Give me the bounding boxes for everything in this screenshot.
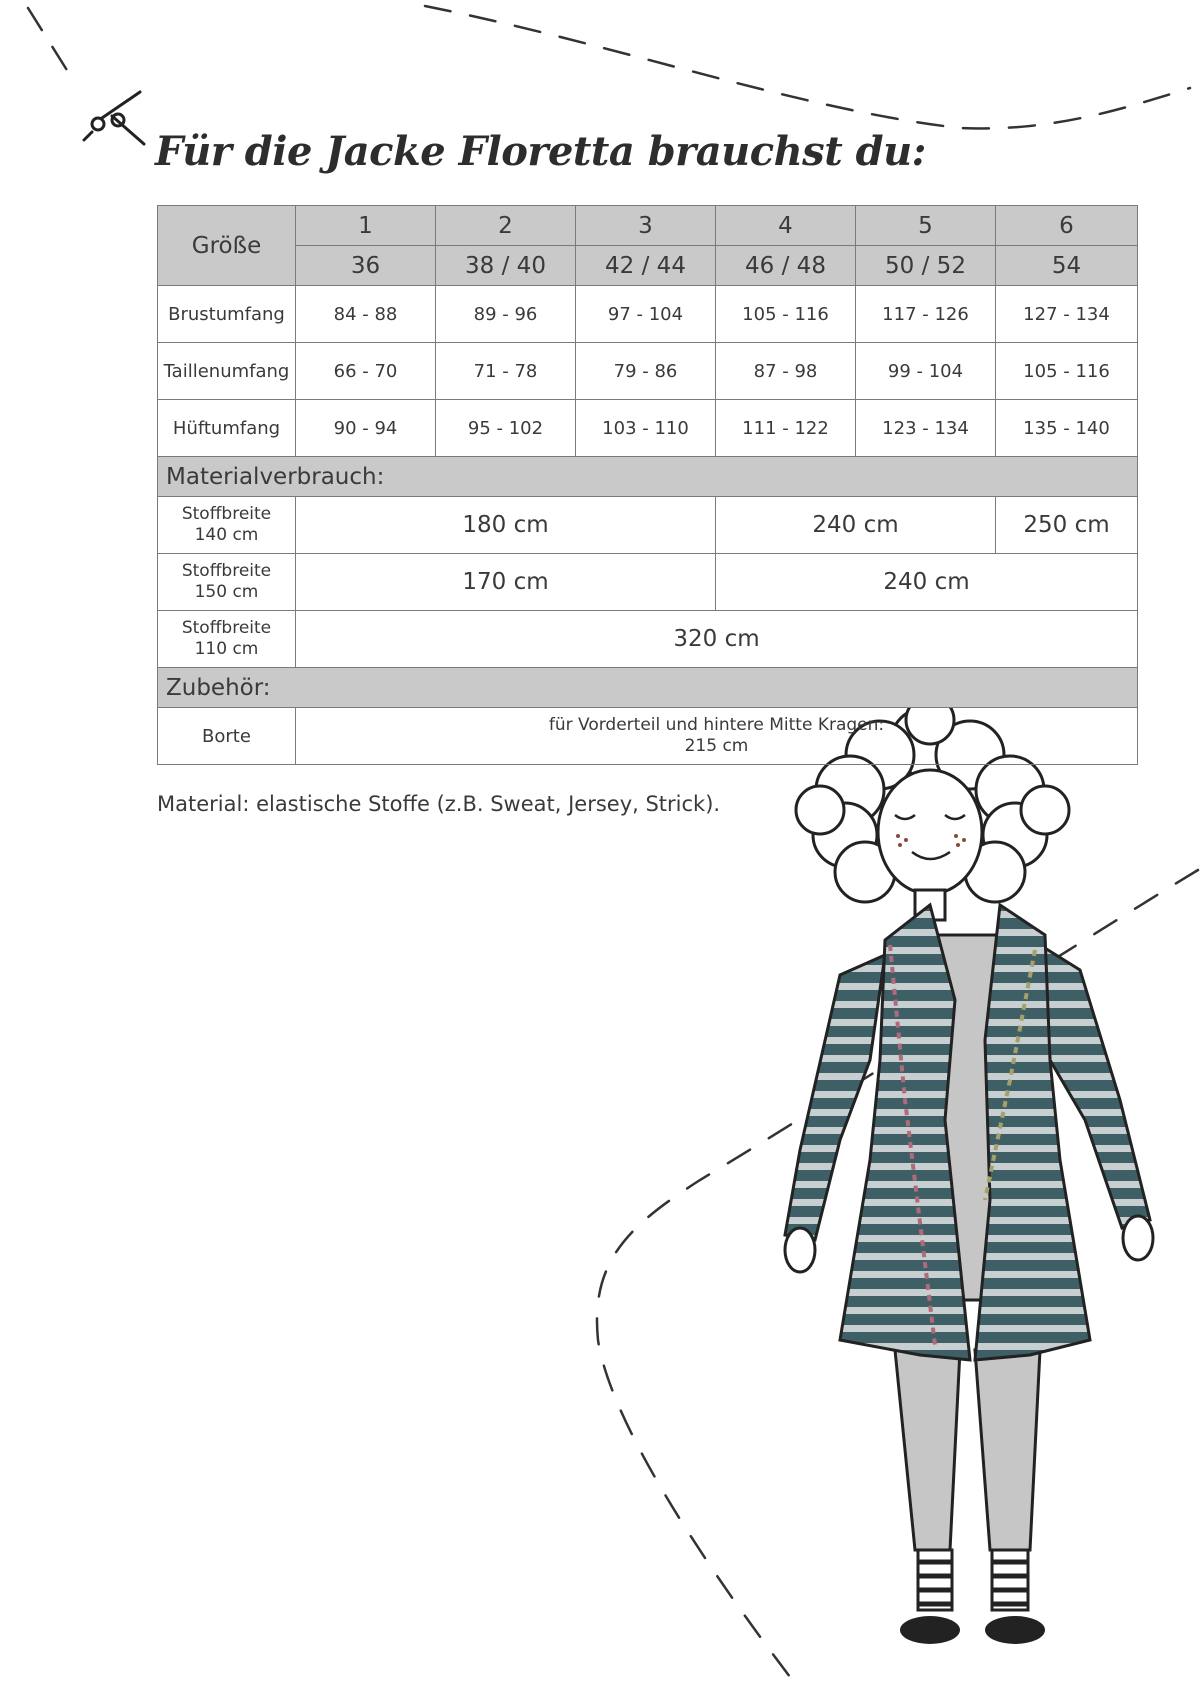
table-cell: 240 cm xyxy=(716,554,1138,611)
size-number-row xyxy=(158,206,1138,246)
measurement-row-waist xyxy=(158,343,1138,400)
table-cell: 105 - 116 xyxy=(996,343,1138,400)
fabric-width-value: 110 cm xyxy=(194,639,259,659)
table-cell xyxy=(296,708,1138,765)
table-cell: 240 cm xyxy=(716,497,996,554)
size-number: 4 xyxy=(716,206,856,246)
material-section-row xyxy=(158,457,1138,497)
eu-size: 54 xyxy=(996,246,1138,286)
section-heading: Zubehör: xyxy=(158,668,1138,708)
fabric-width-label: Stoffbreite xyxy=(181,504,272,524)
row-label: Hüftumfang xyxy=(158,400,296,457)
size-number: 2 xyxy=(436,206,576,246)
measurement-row-bust xyxy=(158,286,1138,343)
size-number: 6 xyxy=(996,206,1138,246)
table-cell: 87 - 98 xyxy=(716,343,856,400)
fabric-width-label: Stoffbreite xyxy=(181,618,272,638)
row-label xyxy=(158,611,296,668)
section-heading: Materialverbrauch: xyxy=(158,457,1138,497)
material-row-140 xyxy=(158,497,1138,554)
table-cell: 250 cm xyxy=(996,497,1138,554)
eu-size-row xyxy=(158,246,1138,286)
accessories-section-row xyxy=(158,668,1138,708)
row-label: Taillenumfang xyxy=(158,343,296,400)
figure-illustration xyxy=(785,696,1153,1644)
material-row-150 xyxy=(158,554,1138,611)
row-label xyxy=(158,554,296,611)
table-cell: 320 cm xyxy=(296,611,1138,668)
eu-size: 38 / 40 xyxy=(436,246,576,286)
eu-size: 36 xyxy=(296,246,436,286)
page-title: Für die Jacke Floretta brauchst du: xyxy=(155,128,926,175)
accessory-text: für Vorderteil und hintere Mitte Kragen: xyxy=(548,715,885,735)
face xyxy=(878,770,982,894)
table-cell: 97 - 104 xyxy=(576,286,716,343)
table-cell: 127 - 134 xyxy=(996,286,1138,343)
size-table xyxy=(157,205,1138,765)
row-label: Brustumfang xyxy=(158,286,296,343)
material-row-110 xyxy=(158,611,1138,668)
socks xyxy=(900,1550,1045,1644)
row-label: Borte xyxy=(158,708,296,765)
fabric-width-value: 140 cm xyxy=(194,525,259,545)
eu-size: 42 / 44 xyxy=(576,246,716,286)
fabric-width-label: Stoffbreite xyxy=(181,561,272,581)
table-cell: 90 - 94 xyxy=(296,400,436,457)
table-cell: 79 - 86 xyxy=(576,343,716,400)
table-cell: 71 - 78 xyxy=(436,343,576,400)
table-cell: 105 - 116 xyxy=(716,286,856,343)
size-number: 3 xyxy=(576,206,716,246)
eu-size: 50 / 52 xyxy=(856,246,996,286)
table-cell: 135 - 140 xyxy=(996,400,1138,457)
eu-size: 46 / 48 xyxy=(716,246,856,286)
table-cell: 103 - 110 xyxy=(576,400,716,457)
table-cell: 117 - 126 xyxy=(856,286,996,343)
measurement-row-hip xyxy=(158,400,1138,457)
size-number: 1 xyxy=(296,206,436,246)
table-cell: 170 cm xyxy=(296,554,716,611)
accessory-amount: 215 cm xyxy=(684,736,749,756)
table-cell: 111 - 122 xyxy=(716,400,856,457)
accessory-row-borte xyxy=(158,708,1138,765)
table-cell: 89 - 96 xyxy=(436,286,576,343)
table-cell: 84 - 88 xyxy=(296,286,436,343)
fabric-width-value: 150 cm xyxy=(194,582,259,602)
material-note: Material: elastische Stoffe (z.B. Sweat, Jersey, Strick). xyxy=(157,792,721,816)
cut-line-top xyxy=(28,6,1190,128)
table-cell: 99 - 104 xyxy=(856,343,996,400)
size-header-label: Größe xyxy=(158,206,296,286)
size-number: 5 xyxy=(856,206,996,246)
row-label xyxy=(158,497,296,554)
table-cell: 95 - 102 xyxy=(436,400,576,457)
table-cell: 66 - 70 xyxy=(296,343,436,400)
pants xyxy=(895,1350,1040,1550)
table-cell: 180 cm xyxy=(296,497,716,554)
scissors-icon xyxy=(84,92,144,144)
table-cell: 123 - 134 xyxy=(856,400,996,457)
